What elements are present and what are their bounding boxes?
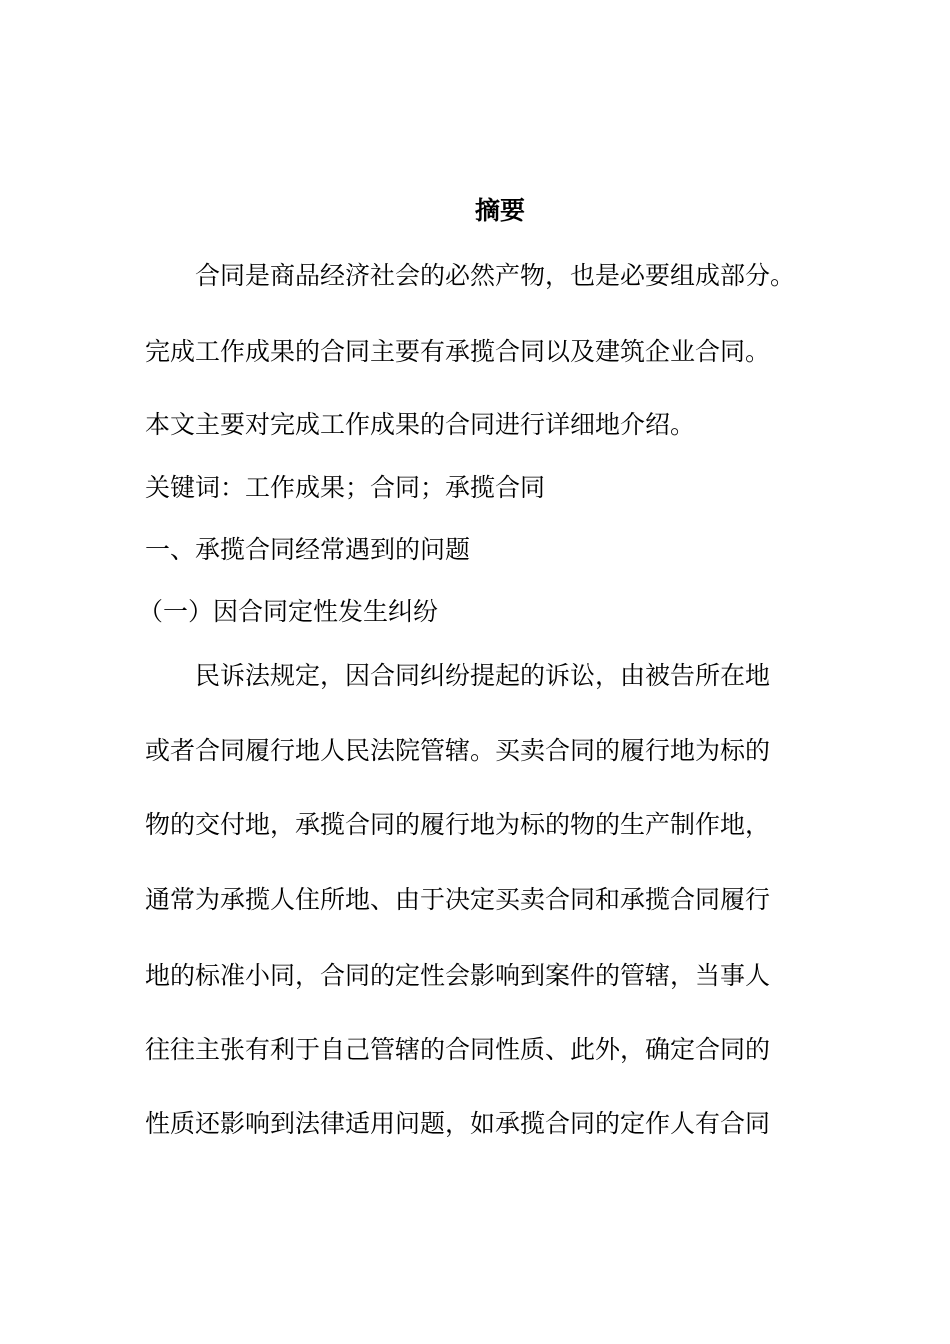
body-line-4: 通常为承揽人住所地、由于决定买卖合同和承揽合同履行: [145, 885, 771, 914]
body-line-3: 物的交付地，承揽合同的履行地为标的物的生产制作地，: [145, 810, 771, 839]
body-line-6: 往往主张有利于自己管辖的合同性质、此外，确定合同的: [145, 1035, 771, 1064]
body-line-5: 地的标准小同，合同的定性会影响到案件的管辖，当事人: [145, 961, 771, 990]
section-heading: 一、承揽合同经常遇到的问题: [145, 535, 471, 564]
body-line-1: 民诉法规定，因合同纠纷提起的诉讼，由被告所在地: [195, 661, 771, 690]
abstract-line-2: 完成工作成果的合同主要有承揽合同以及建筑企业合同。: [145, 337, 771, 366]
abstract-line-3: 本文主要对完成工作成果的合同进行详细地介绍。: [145, 410, 696, 439]
subsection-heading: （一）因合同定性发生纠纷: [138, 597, 439, 626]
document-title: 摘要: [474, 196, 525, 225]
keywords: 关键词：工作成果；合同；承揽合同: [145, 473, 546, 502]
abstract-line-1: 合同是商品经济社会的必然产物，也是必要组成部分。: [195, 261, 796, 290]
body-line-7: 性质还影响到法律适用问题，如承揽合同的定作人有合同: [145, 1109, 771, 1138]
body-line-2: 或者合同履行地人民法院管辖。买卖合同的履行地为标的: [145, 736, 771, 765]
